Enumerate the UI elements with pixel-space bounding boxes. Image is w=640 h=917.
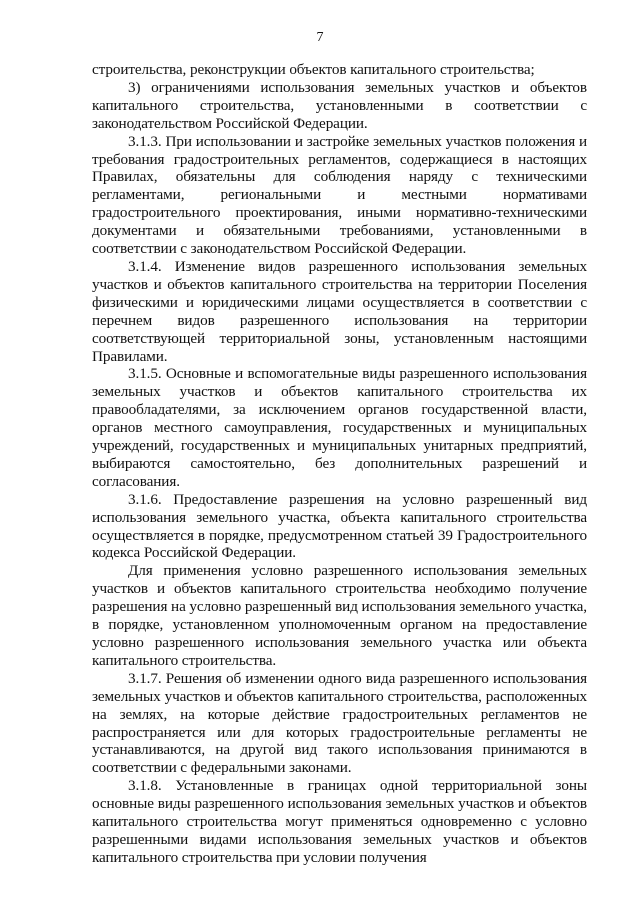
paragraph-item-3: 3) ограничениями использования земельных участков и объектов капитального строительства, установленными в соответствии с законодательством Российской Федерации. — [92, 78, 587, 132]
paragraph-3-1-6: 3.1.6. Предоставление разрешения на условно разрешенный вид использования земельного участка, объекта капитального строительства осуществляется в порядке, предусмотренном статьей 39 Градостроительного кодекса Российской Федерации. — [92, 490, 587, 562]
paragraph-continuation: строительства, реконструкции объектов капитального строительства; — [92, 61, 535, 78]
paragraph-3-1-7: 3.1.7. Решения об изменении одного вида разрешенного использования земельных участков и объектов капитального строительства, расположенных на землях, на которые действие градостроительных регламентов не распространяется или для которых градостроительные регламенты не устанавливаются, на другой вид такого использования принимаются в соответствии с федеральными законами. — [92, 669, 587, 777]
document-body — [92, 61, 587, 867]
paragraph-3-1-5: 3.1.5. Основные и вспомогательные виды разрешенного использования земельных участков и объектов капитального строительства их правообладателями, за исключением органов государственной власти, органов местного самоуправления, государственных и муниципальных учреждений, государственных и муниципальных унитарных предприятий, выбираются самостоятельно, без дополнительных разрешений и согласования. — [92, 365, 587, 490]
paragraph-3-1-4: 3.1.4. Изменение видов разрешенного использования земельных участков и объектов капитального строительства на территории Поселения физическими и юридическими лицами осуществляется в соответствии с перечнем видов разрешенного использования на территории соответствующей территориальной зоны, установленным настоящими Правилами. — [92, 257, 587, 365]
paragraph-3-1-3: 3.1.3. При использовании и застройке земельных участков положения и требования градостроительных регламентов, содержащиеся в настоящих Правилах, обязательны для соблюдения наряду с техническими регламентами, региональными и местными нормативами градостроительного проектирования, иными нормативно-техническими документами и обязательными требованиями, установленными в соответствии с законодательством Российской Федерации. — [92, 132, 587, 258]
paragraph-conditional-use: Для применения условно разрешенного использования земельных участков и объектов капитального строительства необходимо получение разрешения на условно разрешенный вид использования земельного участка, в порядке, установленном уполномоченным органом на предоставление условно разрешенного использования земельного участка или объекта капитального строительства. — [92, 562, 587, 669]
page-number: 7 — [316, 30, 324, 45]
paragraph-3-1-8: 3.1.8. Установленные в границах одной территориальной зоны основные виды разрешенного использования земельных участков и объектов капитального строительства могут применяться одновременно с условно разрешенными видами использования земельных участков и объектов капитального строительства при условии получения — [92, 777, 587, 866]
